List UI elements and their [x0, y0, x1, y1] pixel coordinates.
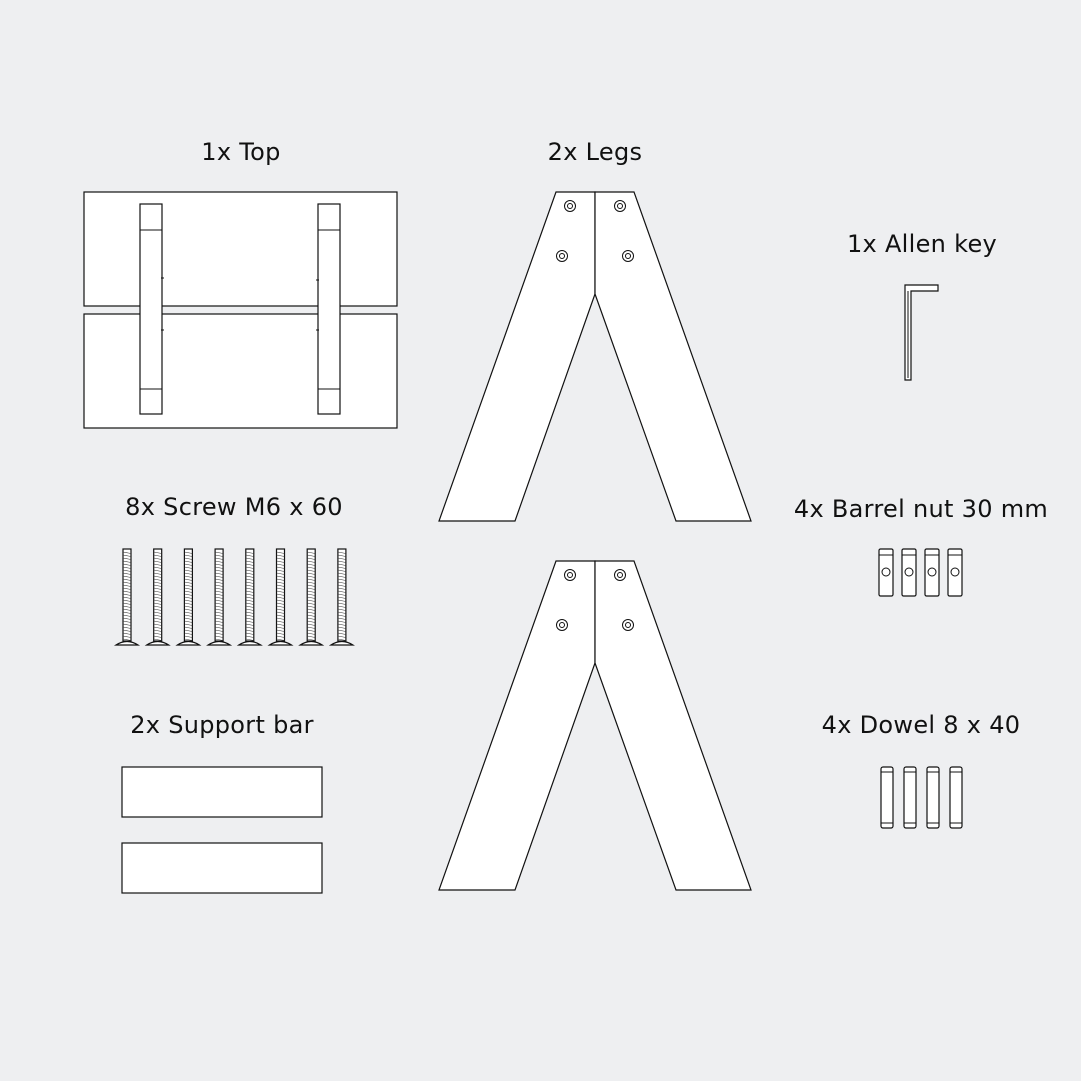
screws-label: 8x Screw M6 x 60 — [125, 493, 343, 521]
barrel-nut — [902, 549, 916, 596]
barrel-nut — [879, 549, 893, 596]
support-bars-drawing — [122, 767, 322, 893]
support-bar-2 — [122, 843, 322, 893]
screw — [331, 549, 353, 645]
dowel — [950, 767, 962, 828]
screws-drawing — [116, 549, 353, 645]
allen-key-drawing — [905, 285, 938, 380]
dowels-label: 4x Dowel 8 x 40 — [821, 711, 1021, 739]
top-board-lower — [84, 314, 397, 428]
barrel-nut — [925, 549, 939, 596]
barrel-nuts-label: 4x Barrel nut 30 mm — [793, 495, 1049, 523]
top-board-upper — [84, 192, 397, 306]
leg-lower-drawing — [439, 561, 751, 890]
screw — [177, 549, 199, 645]
leg-upper-drawing — [439, 192, 751, 521]
table-top-drawing — [84, 192, 397, 428]
screw — [208, 549, 230, 645]
support-bar-1 — [122, 767, 322, 817]
barrel-nuts-drawing — [879, 549, 962, 596]
support-bars-label: 2x Support bar — [130, 711, 314, 739]
dowel — [927, 767, 939, 828]
dowel — [881, 767, 893, 828]
dowel — [904, 767, 916, 828]
allen-key-label: 1x Allen key — [846, 230, 998, 258]
dowels-drawing — [881, 767, 962, 828]
top-rail-right — [318, 204, 340, 414]
screw — [239, 549, 261, 645]
top-label: 1x Top — [201, 138, 281, 166]
screw — [116, 549, 138, 645]
screw — [300, 549, 322, 645]
screw — [147, 549, 169, 645]
screw — [270, 549, 292, 645]
barrel-nut — [948, 549, 962, 596]
legs-label: 2x Legs — [547, 138, 643, 166]
top-rail-left — [140, 204, 162, 414]
